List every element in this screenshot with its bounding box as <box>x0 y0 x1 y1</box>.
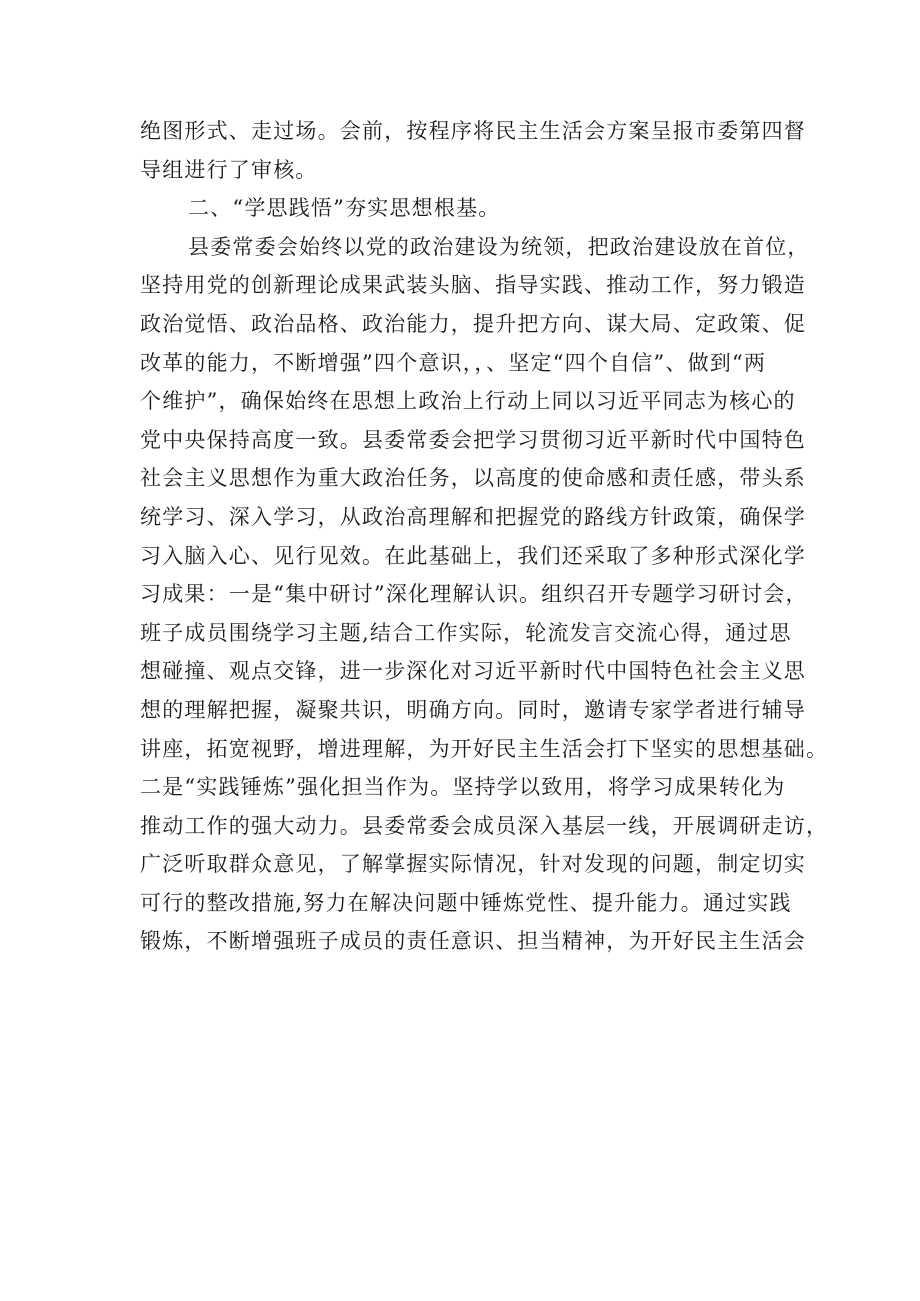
text-line: 可行的整改措施,努力在解决问题中锤炼党性、提升能力。通过实践 <box>140 890 792 915</box>
continuation-paragraph <box>140 112 806 189</box>
text-line: 二是“实践锤炼”强化担当作为。坚持学以致用，将学习成果转化为 <box>140 775 786 800</box>
text-line: 导组进行了审核。 <box>140 157 318 182</box>
text-line: 社会主义思想作为重大政治任务，以高度的使命感和责任感，带头系 <box>140 466 806 491</box>
text-line: 想碰撞、观点交锋，进一步深化对习近平新时代中国特色社会主义思 <box>140 659 806 684</box>
text-line: 习成果：一是“集中研讨”深化理解认识。组织召开专题学习研讨会， <box>140 582 808 607</box>
text-line: 党中央保持高度一致。县委常委会把学习贯彻习近平新时代中国特色 <box>140 427 806 452</box>
text-line: 锻炼，不断增强班子成员的责任意识、担当精神，为开好民主生活会 <box>140 929 806 954</box>
text-line: 个维护”，确保始终在思想上政治上行动上同以习近平同志为核心的 <box>140 389 796 414</box>
text-line: 政治觉悟、政治品格、政治能力，提升把方向、谋大局、定政策、促 <box>140 311 806 336</box>
text-line: 二、“学思践悟”夯实思想根基。 <box>188 196 501 221</box>
text-line: 习入脑入心、见行见效。在此基础上，我们还采取了多种形式深化学 <box>140 543 806 568</box>
section-heading <box>140 189 790 228</box>
text-line: 县委常委会始终以党的政治建设为统领，把政治建设放在首位， <box>188 234 810 259</box>
text-line: 坚持用党的创新理论成果武装头脑、指导实践、推动工作，努力锻造 <box>140 273 806 298</box>
text-line: 改革的能力，不断增强”四个意识，，、坚定“四个自信”、做到“两 <box>140 350 767 375</box>
text-line: 广泛听取群众意见，了解掌握实际情况，针对发现的问题，制定切实 <box>140 852 806 877</box>
text-line: 班子成员围绕学习主题,结合工作实际，轮流发言交流心得，通过思 <box>140 620 792 645</box>
text-line: 绝图形式、走过场。会前，按程序将民主生活会方案呈报市委第四督 <box>140 119 806 143</box>
body-paragraph <box>140 228 829 961</box>
text-line: 统学习、深入学习，从政治高理解和把握党的路线方针政策，确保学 <box>140 504 806 529</box>
text-line: 推动工作的强大动力。县委常委会成员深入基层一线，开展调研走访， <box>140 813 829 838</box>
text-line: 想的理解把握，凝聚共识，明确方向。同时，邀请专家学者进行辅导 <box>140 697 806 722</box>
document-body <box>140 112 829 961</box>
text-line: 讲座，拓宽视野，增进理解，为开好民主生活会打下坚实的思想基础。 <box>140 736 829 761</box>
